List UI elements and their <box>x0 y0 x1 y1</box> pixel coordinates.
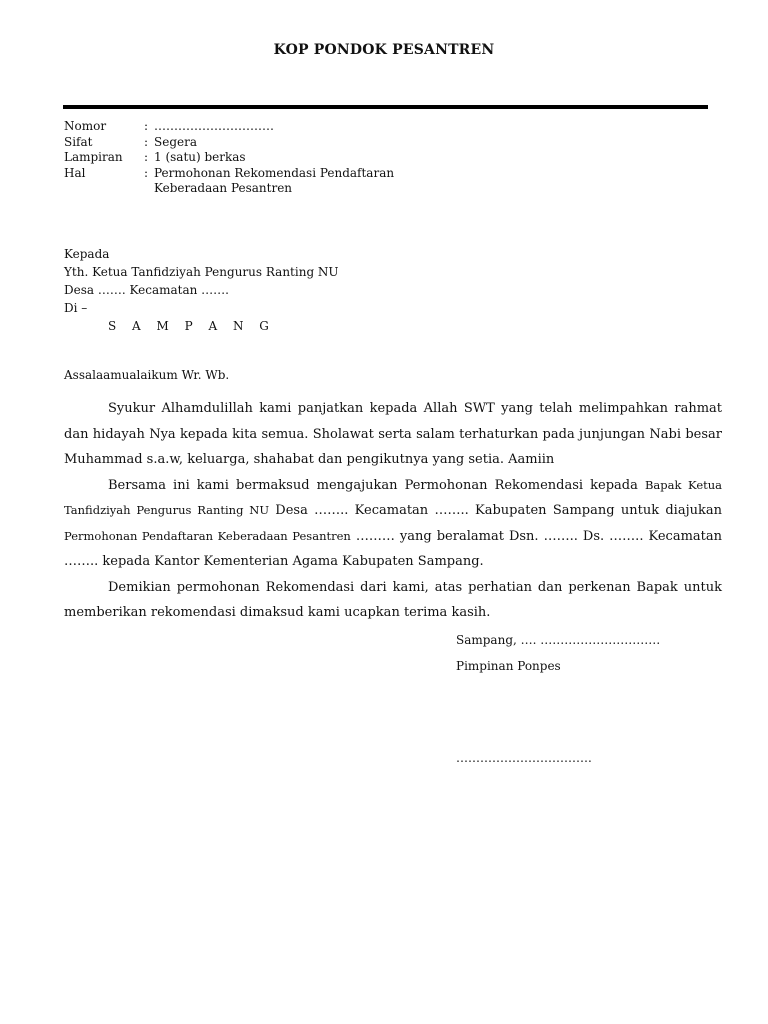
meta-value: Permohonan Rekomendasi Pendaftaran <box>154 165 395 180</box>
meta-colon: : <box>144 150 149 164</box>
body-text-small: Bapak Ketua Tanfidziyah Pengurus Ranting NU <box>64 477 723 517</box>
body-paragraph-1: Syukur Alhamdulillah kami panjatkan kepada Allah SWT yang telah melimpahkan rahmat dan hidayah Nya kepada kita semua. Sholawat serta salam terhaturkan pada junjungan Nabi besar Muhammad s.a.w, keluarga, shahabat dan pengikutnya yang setia. Aamiin <box>64 401 722 467</box>
address-kepada: Kepada <box>64 247 110 261</box>
opening-greeting: Assalaamualaikum Wr. Wb. <box>64 368 230 382</box>
meta-hal-continuation: Keberadaan Pesantren <box>154 181 293 195</box>
letter-body <box>64 396 722 626</box>
meta-value: ………………………… <box>154 119 274 133</box>
meta-hal <box>64 166 454 182</box>
address-desa: Desa ……. Kecamatan ……. <box>64 283 229 297</box>
body-paragraph-3: Demikian permohonan Rekomendasi dari kami, atas perhatian dan perkenan Bapak untuk memberikan rekomendasi dimaksud kami ucapkan terima kasih. <box>64 579 722 620</box>
meta-colon: : <box>144 134 149 149</box>
meta-colon: : <box>144 165 149 180</box>
meta-colon: : <box>144 119 149 133</box>
signature-title: Pimpinan Ponpes <box>456 659 561 673</box>
letterhead-rule <box>63 105 708 109</box>
body-text: Desa …….. Kecamatan …….. Kabupaten Sampang untuk diajukan <box>269 503 722 518</box>
address-yth: Yth. Ketua Tanfidziyah Pengurus Ranting NU <box>64 265 339 279</box>
meta-sifat <box>64 135 454 151</box>
body-paragraph-2 <box>64 473 722 575</box>
meta-lampiran <box>64 150 454 166</box>
body-text: ……… yang beralamat Dsn. …….. Ds. …….. Kecamatan …….. kepada Kantor Kementerian Agama Kabupaten Sampang. <box>64 528 723 569</box>
meta-value: 1 (satu) berkas <box>154 150 246 164</box>
meta-value: Segera <box>154 134 197 149</box>
address-city: S A M P A N G <box>108 319 275 333</box>
body-text-small: Permohonan Pendaftaran Keberadaan Pesantren <box>64 528 351 543</box>
letter-meta <box>64 119 454 197</box>
signature-name-line: ……………………………. <box>456 751 592 765</box>
address-di: Di – <box>64 301 88 315</box>
letterhead-title: KOP PONDOK PESANTREN <box>273 42 495 58</box>
meta-label: Lampiran <box>64 150 123 164</box>
meta-nomor <box>64 119 454 135</box>
signature-block <box>456 633 660 673</box>
meta-label: Sifat <box>64 134 93 149</box>
meta-label: Nomor <box>64 119 107 133</box>
meta-label: Hal <box>64 165 86 180</box>
recipient-address <box>64 245 339 335</box>
signature-place-date: Sampang, …. ………………………… <box>456 633 661 647</box>
body-text: Bersama ini kami bermaksud mengajukan Permohonan Rekomendasi kepada <box>108 477 645 493</box>
